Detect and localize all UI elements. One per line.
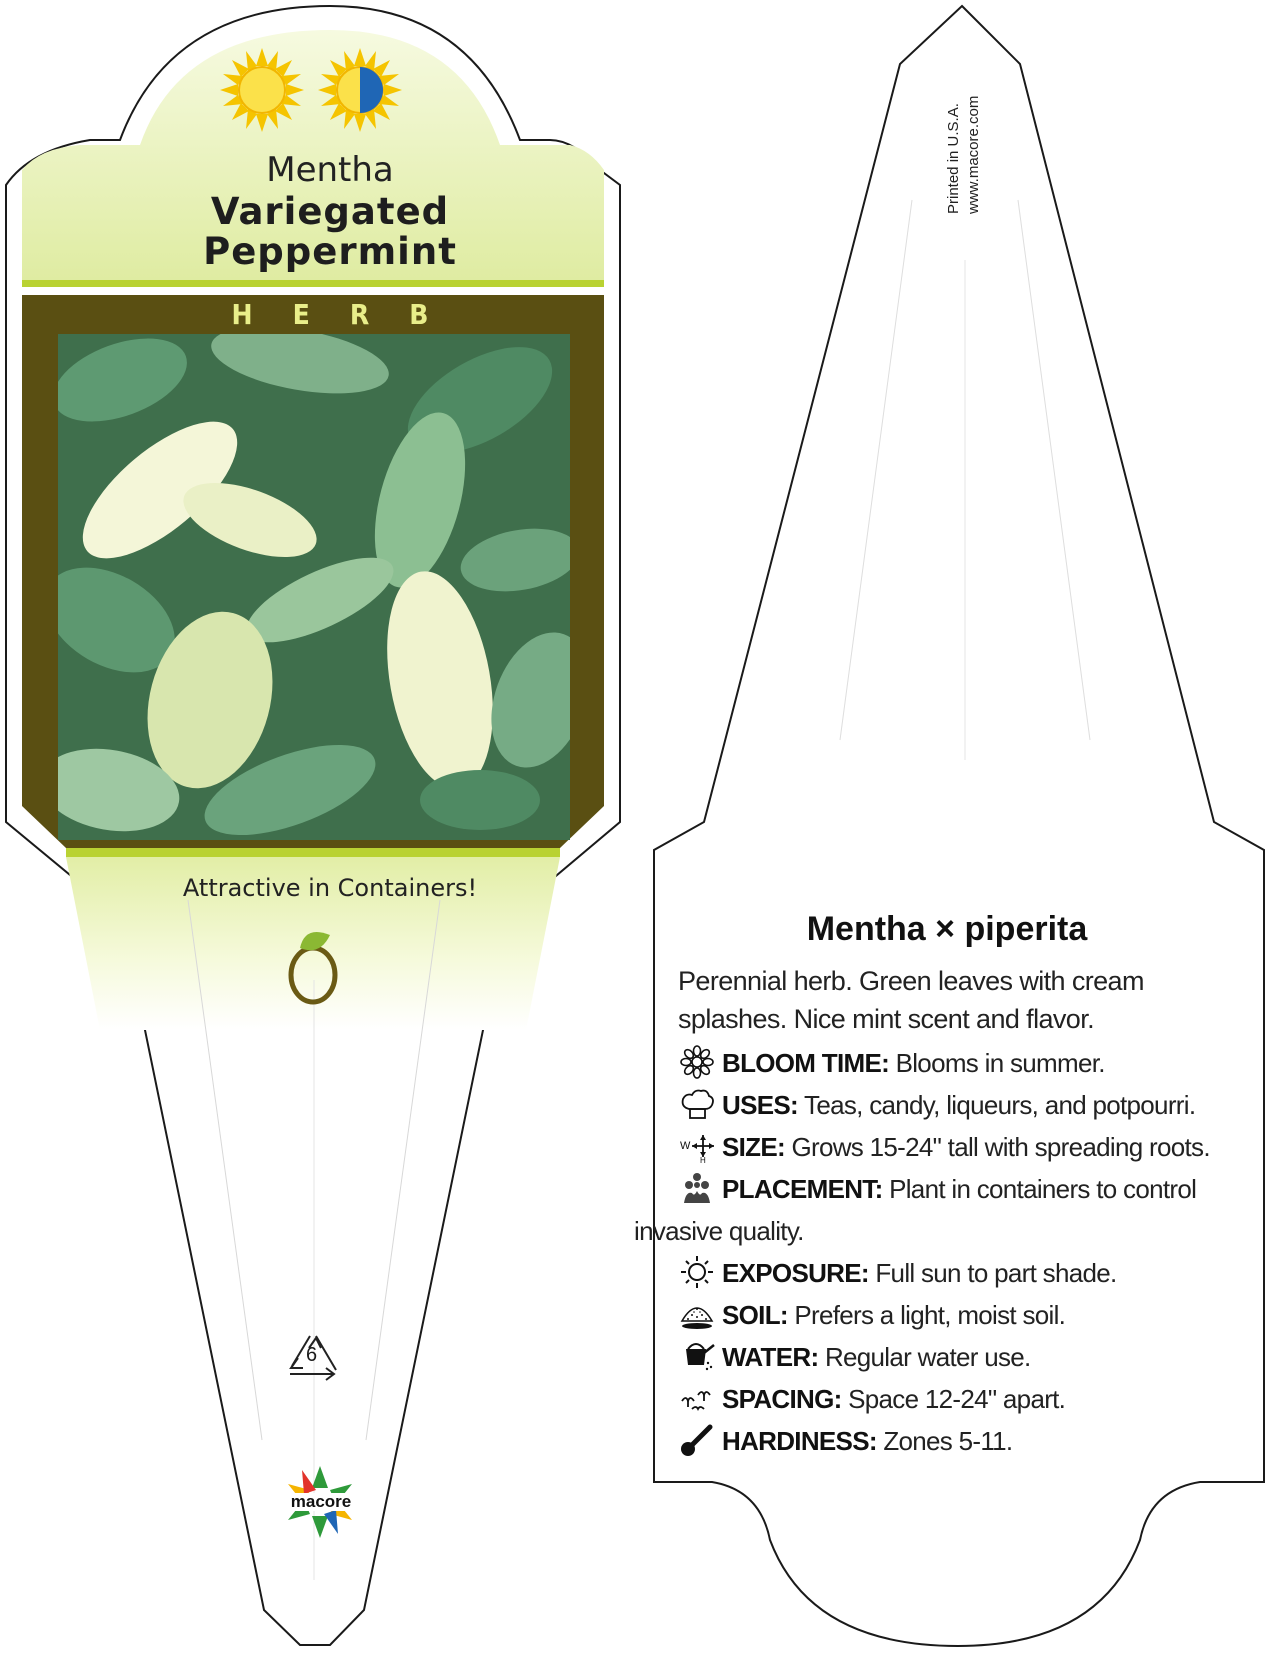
category-letter: E xyxy=(292,298,310,331)
cultivar-line-1: Variegated xyxy=(210,190,450,233)
printed-in: Printed in U.S.A. xyxy=(945,103,962,214)
care-label: SIZE: xyxy=(722,1132,785,1162)
thermometer-icon xyxy=(678,1423,716,1457)
care-label: BLOOM TIME: xyxy=(722,1048,890,1078)
care-label: PLACEMENT: xyxy=(722,1174,883,1204)
care-item-size xyxy=(678,1126,1248,1168)
sun-icon xyxy=(678,1255,716,1289)
spacing-icon xyxy=(678,1381,716,1415)
care-label: WATER: xyxy=(722,1342,819,1372)
care-text: Grows 15-24" tall with spreading roots. xyxy=(791,1132,1210,1162)
brand-name: macore xyxy=(290,1492,352,1511)
soil-icon xyxy=(678,1297,716,1331)
category-letter: H xyxy=(231,298,253,331)
care-label: HARDINESS: xyxy=(722,1426,877,1456)
care-label: SPACING: xyxy=(722,1384,842,1414)
watering-can-icon xyxy=(678,1339,716,1373)
care-label: USES: xyxy=(722,1090,798,1120)
care-text-continued: invasive quality. xyxy=(634,1216,804,1246)
care-item-uses xyxy=(678,1084,1248,1126)
flower-icon xyxy=(678,1045,716,1079)
placement-icon xyxy=(678,1171,716,1205)
size-arrows-icon xyxy=(678,1129,716,1163)
category-letter: R xyxy=(349,298,370,331)
website: www.macore.com xyxy=(965,95,982,214)
svg-text:H: H xyxy=(700,1156,706,1163)
recycle-number: 6 xyxy=(306,1344,318,1366)
care-label: EXPOSURE: xyxy=(722,1258,869,1288)
svg-text:W: W xyxy=(680,1140,690,1152)
care-text: Full sun to part shade. xyxy=(875,1258,1117,1288)
plant-genus: Mentha xyxy=(266,150,394,190)
care-text: Plant in containers to control xyxy=(889,1174,1197,1204)
care-item-soil xyxy=(678,1294,1248,1336)
print-info xyxy=(944,96,984,214)
chef-hat-icon xyxy=(678,1087,716,1121)
care-text: Regular water use. xyxy=(824,1342,1031,1372)
care-text: Zones 5-11. xyxy=(883,1426,1013,1456)
care-item-placement xyxy=(634,1168,1248,1252)
scientific-name: Mentha × piperita xyxy=(806,910,1088,948)
care-text: Prefers a light, moist soil. xyxy=(794,1300,1066,1330)
care-item-spacing xyxy=(678,1378,1248,1420)
care-item-hardiness xyxy=(678,1420,1248,1462)
care-label: SOIL: xyxy=(722,1300,788,1330)
care-text: Teas, candy, liqueurs, and potpourri. xyxy=(804,1090,1196,1120)
care-item-exposure xyxy=(678,1252,1248,1294)
care-item-bloom-time xyxy=(678,1042,1248,1084)
care-text: Space 12-24" apart. xyxy=(848,1384,1066,1414)
care-text: Blooms in summer. xyxy=(895,1048,1105,1078)
plant-description: Perennial herb. Green leaves with cream splashes. Nice mint scent and flavor. xyxy=(678,966,1144,1034)
cultivar-line-2: Peppermint xyxy=(203,230,457,273)
care-item-water xyxy=(678,1336,1248,1378)
care-list xyxy=(634,1042,1248,1462)
tagline: Attractive in Containers! xyxy=(182,874,478,902)
category-letter: B xyxy=(409,298,429,331)
